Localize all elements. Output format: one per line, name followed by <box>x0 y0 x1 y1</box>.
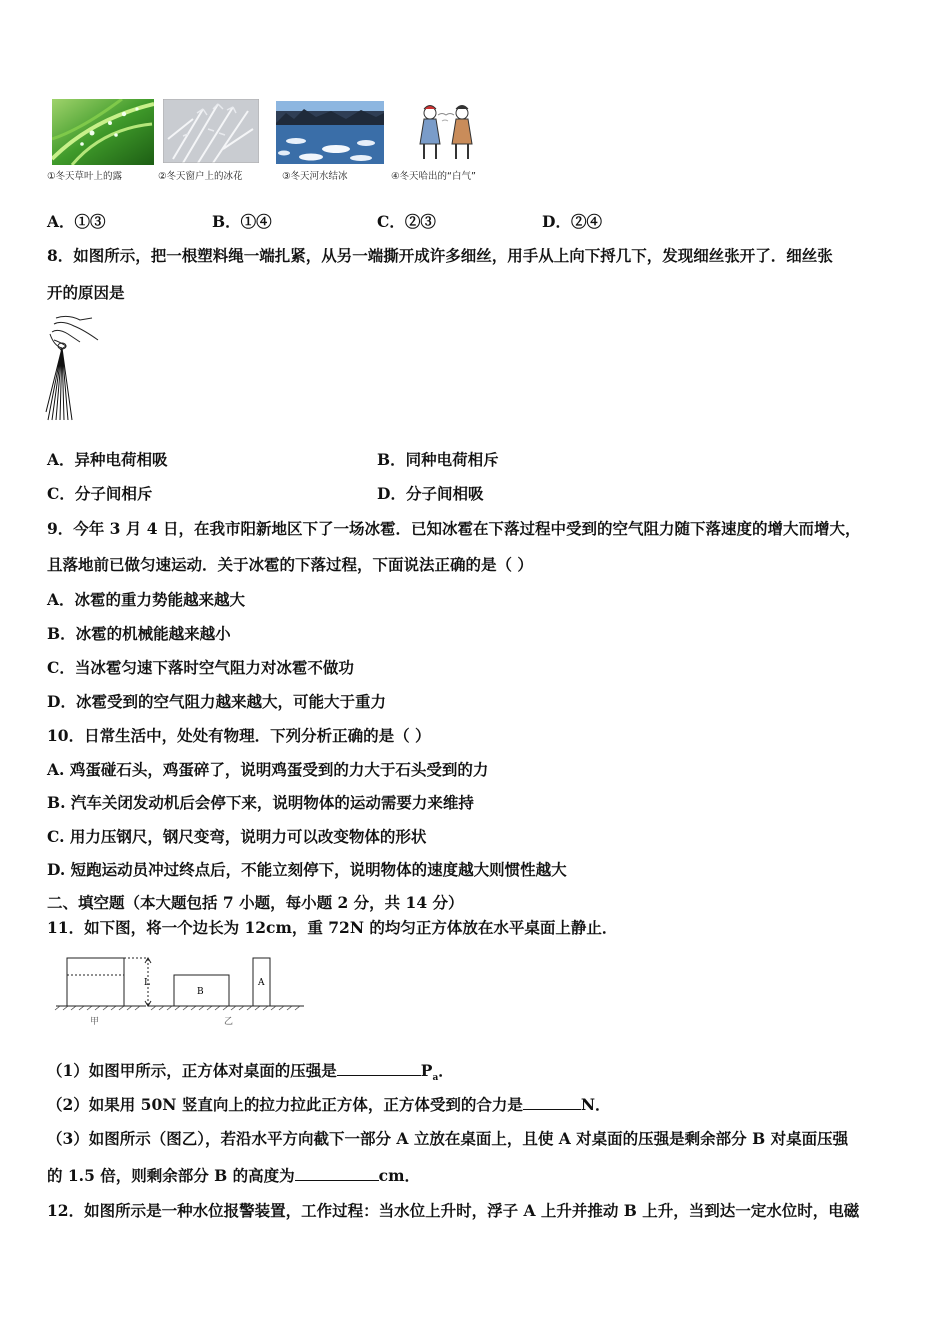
q12-stem-line1: 12．如图所示是一种水位报警装置，工作过程：当水位上升时，浮子 A 上升并推动 B 上升，当到达一定水位时，电磁 <box>47 1201 860 1220</box>
q9-stem-line2: 且落地前已做匀速运动．关于冰雹的下落过程，下面说法正确的是（ ） <box>47 555 533 574</box>
q11-cube-figure <box>52 950 308 1030</box>
q7-option-d: D．②④ <box>542 212 602 231</box>
q10-option-c: C. 用力压钢尺，钢尺变弯，说明力可以改变物体的形状 <box>47 827 427 846</box>
q7-caption-4: ④冬天哈出的“白气” <box>391 171 476 182</box>
dew-on-grass-image <box>52 99 154 165</box>
q11-part3-line2 <box>47 1166 420 1186</box>
q7-option-b: B．①④ <box>212 212 272 231</box>
q8-option-a: A．异种电荷相吸 <box>47 450 168 469</box>
q11-part3-unit: cm． <box>378 1166 420 1185</box>
q9-option-c: C．当冰雹匀速下落时空气阻力对冰雹不做功 <box>47 658 354 677</box>
q11-part3-line1: （3）如图所示（图乙），若沿水平方向截下一部分 A 立放在桌面上，且使 A 对桌面的压强是剩余部分 B 对桌面压强 <box>47 1129 849 1148</box>
breath-fog-image <box>402 99 490 165</box>
q8-option-d: D．分子间相吸 <box>377 484 484 503</box>
q7-option-a: A．①③ <box>47 212 106 231</box>
q11-part2-unit: N． <box>580 1095 611 1114</box>
q11-part2-text: （2）如果用 50N 竖直向上的拉力拉此正方体，正方体受到的合力是 <box>47 1095 523 1114</box>
q11-part1-unit-sub: a <box>432 1073 439 1084</box>
q7-caption-1: ①冬天草叶上的露 <box>47 171 123 182</box>
q8-stem-line2: 开的原因是 <box>47 283 125 302</box>
q11-stem: 11．如下图，将一个边长为 12cm，重 72N 的均匀正方体放在水平桌面上静止． <box>47 918 618 937</box>
q10-option-a: A. 鸡蛋碰石头，鸡蛋碎了，说明鸡蛋受到的力大于石头受到的力 <box>47 760 489 779</box>
q9-option-a: A．冰雹的重力势能越来越大 <box>47 590 246 609</box>
q11-answer-blank-3[interactable] <box>295 1166 379 1181</box>
fig-label-yi: 乙 <box>224 1017 234 1027</box>
q8-option-b: B．同种电荷相斥 <box>377 450 499 469</box>
fig-label-a: A <box>258 978 265 988</box>
q11-part3-text: 的 1.5 倍，则剩余部分 B 的高度为 <box>47 1166 295 1185</box>
q7-caption-2: ②冬天窗户上的冰花 <box>158 171 243 182</box>
q10-option-d: D. 短跑运动员冲过终点后，不能立刻停下，说明物体的速度越大则惯性越大 <box>47 860 567 879</box>
q10-option-b: B. 汽车关闭发动机后会停下来，说明物体的运动需要力来维持 <box>47 793 474 812</box>
q7-caption-3: ③冬天河水结冰 <box>282 171 348 182</box>
q11-part1 <box>47 1061 454 1088</box>
plastic-rope-figure <box>40 312 110 424</box>
q9-option-d: D．冰雹受到的空气阻力越来越大，可能大于重力 <box>47 692 386 711</box>
fig-label-jia: 甲 <box>90 1017 100 1027</box>
q11-part2 <box>47 1095 611 1115</box>
fig-label-b: B <box>197 987 204 997</box>
q7-option-c: C．②③ <box>377 212 436 231</box>
section2-heading: 二、填空题（本大题包括 7 小题，每小题 2 分，共 14 分） <box>47 893 464 912</box>
fig-label-l: L <box>144 978 150 988</box>
q10-stem: 10．日常生活中，处处有物理．下列分析正确的是（ ） <box>47 726 431 745</box>
q11-part1-text: （1）如图甲所示，正方体对桌面的压强是 <box>47 1061 337 1080</box>
q8-option-c: C．分子间相斥 <box>47 484 153 503</box>
q11-answer-blank-2[interactable] <box>523 1095 581 1110</box>
q11-answer-blank-1[interactable] <box>337 1061 421 1076</box>
window-frost-image <box>163 99 259 163</box>
q9-option-b: B．冰雹的机械能越来越小 <box>47 624 231 643</box>
river-freezing-image <box>276 101 384 164</box>
q11-part1-unit: P <box>420 1061 433 1080</box>
q11-part1-end: ． <box>438 1061 454 1080</box>
q9-stem-line1: 9．今年 3 月 4 日，在我市阳新地区下了一场冰雹．已知冰雹在下落过程中受到的空气阻力随下落速度的增大而增大， <box>47 519 861 538</box>
q8-stem-line1: 8．如图所示，把一根塑料绳一端扎紧，从另一端撕开成许多细丝，用手从上向下捋几下，发现细丝张开了．细丝张 <box>47 246 833 265</box>
